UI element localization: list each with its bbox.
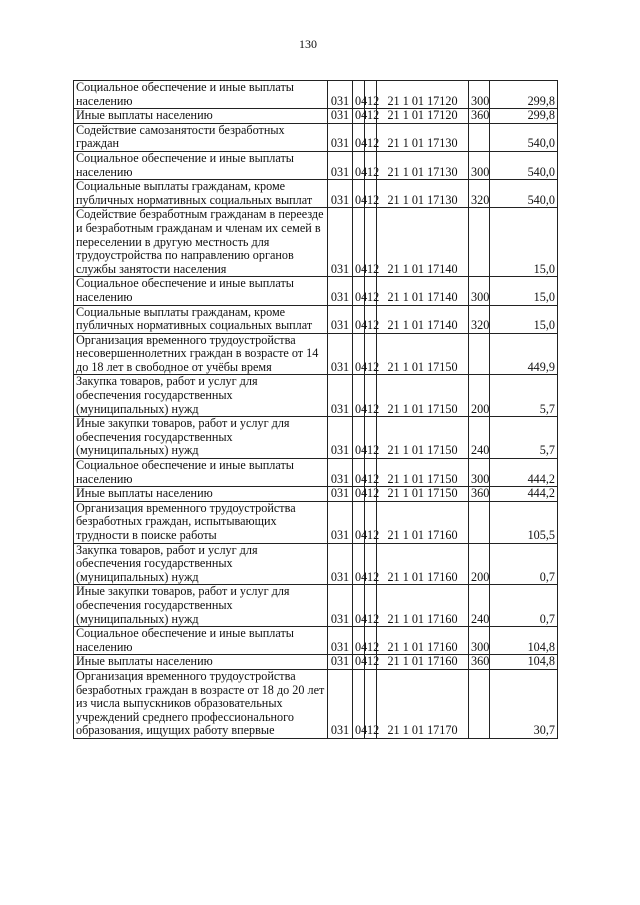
row-section-cell: 04 [353,81,365,109]
row-expense-type-cell [469,501,490,543]
row-subsection-cell: 12 [365,333,377,375]
row-subsection-cell: 12 [365,109,377,124]
row-amount-cell: 444,2 [490,487,558,502]
row-amount-cell: 5,7 [490,375,558,417]
row-expense-type-cell: 300 [469,459,490,487]
row-target-article-cell: 21 1 01 17160 [377,655,469,670]
row-name-cell: Организация временного трудоустройства несовершеннолетних граждан в возрасте от 14 до 18 лет в свободное от учёбы время [74,333,328,375]
row-amount-cell: 0,7 [490,585,558,627]
row-section-cell: 04 [353,180,365,208]
row-name-cell: Иные выплаты населению [74,487,328,502]
table-row [74,277,558,305]
budget-table-body [74,81,558,739]
row-target-article-cell: 21 1 01 17150 [377,417,469,459]
row-target-article-cell: 21 1 01 17130 [377,180,469,208]
row-target-article-cell: 21 1 01 17170 [377,669,469,738]
row-target-article-cell: 21 1 01 17160 [377,543,469,585]
row-name-cell: Содействие безработным гражданам в переезде и безработным гражданам и членам их семей в переселении в другую местность для трудоустройства по направлению органов службы занятости населения [74,208,328,277]
row-amount-cell: 30,7 [490,669,558,738]
row-expense-type-cell: 300 [469,627,490,655]
row-name-cell: Организация временного трудоустройства безработных граждан в возрасте от 18 до 20 лет из числа выпускников образовательных учреждений среднего профессионального образования, ищущих работу впервые [74,669,328,738]
table-row [74,208,558,277]
row-expense-type-cell: 360 [469,487,490,502]
row-target-article-cell: 21 1 01 17120 [377,81,469,109]
table-row [74,81,558,109]
row-subsection-cell: 12 [365,305,377,333]
row-section-cell: 04 [353,375,365,417]
row-amount-cell: 15,0 [490,208,558,277]
row-name-cell: Социальное обеспечение и иные выплаты населению [74,627,328,655]
row-expense-type-cell: 300 [469,151,490,179]
row-section-cell: 04 [353,151,365,179]
row-section-cell: 04 [353,627,365,655]
row-name-cell: Закупка товаров, работ и услуг для обеспечения государственных (муниципальных) нужд [74,375,328,417]
row-amount-cell: 444,2 [490,459,558,487]
row-target-article-cell: 21 1 01 17150 [377,375,469,417]
row-ved-cell: 031 [328,123,353,151]
table-row [74,501,558,543]
row-amount-cell: 105,5 [490,501,558,543]
row-amount-cell: 449,9 [490,333,558,375]
row-section-cell: 04 [353,123,365,151]
row-subsection-cell: 12 [365,655,377,670]
row-section-cell: 04 [353,208,365,277]
row-amount-cell: 540,0 [490,123,558,151]
table-row [74,669,558,738]
table-row [74,305,558,333]
row-ved-cell: 031 [328,585,353,627]
row-section-cell: 04 [353,459,365,487]
table-row [74,543,558,585]
row-ved-cell: 031 [328,277,353,305]
table-row [74,585,558,627]
row-subsection-cell: 12 [365,501,377,543]
row-target-article-cell: 21 1 01 17140 [377,277,469,305]
row-section-cell: 04 [353,417,365,459]
table-row [74,375,558,417]
row-name-cell: Социальные выплаты гражданам, кроме публичных нормативных социальных выплат [74,180,328,208]
row-amount-cell: 5,7 [490,417,558,459]
row-section-cell: 04 [353,109,365,124]
row-amount-cell: 104,8 [490,655,558,670]
row-target-article-cell: 21 1 01 17160 [377,627,469,655]
row-subsection-cell: 12 [365,123,377,151]
row-amount-cell: 0,7 [490,543,558,585]
table-row [74,333,558,375]
row-expense-type-cell: 320 [469,305,490,333]
row-expense-type-cell [469,208,490,277]
row-ved-cell: 031 [328,417,353,459]
row-expense-type-cell: 300 [469,81,490,109]
row-subsection-cell: 12 [365,208,377,277]
row-ved-cell: 031 [328,81,353,109]
row-subsection-cell: 12 [365,375,377,417]
row-section-cell: 04 [353,501,365,543]
row-expense-type-cell: 360 [469,109,490,124]
row-name-cell: Организация временного трудоустройства безработных граждан, испытывающих трудности в поиске работы [74,501,328,543]
table-row [74,417,558,459]
row-target-article-cell: 21 1 01 17160 [377,585,469,627]
row-expense-type-cell: 360 [469,655,490,670]
row-section-cell: 04 [353,305,365,333]
row-section-cell: 04 [353,585,365,627]
row-ved-cell: 031 [328,180,353,208]
row-target-article-cell: 21 1 01 17120 [377,109,469,124]
row-expense-type-cell: 200 [469,375,490,417]
table-row [74,459,558,487]
row-subsection-cell: 12 [365,459,377,487]
row-subsection-cell: 12 [365,151,377,179]
row-expense-type-cell [469,669,490,738]
row-expense-type-cell: 200 [469,543,490,585]
row-amount-cell: 104,8 [490,627,558,655]
row-target-article-cell: 21 1 01 17150 [377,333,469,375]
budget-table [73,80,558,739]
row-name-cell: Содействие самозанятости безработных граждан [74,123,328,151]
row-name-cell: Социальное обеспечение и иные выплаты населению [74,151,328,179]
row-subsection-cell: 12 [365,81,377,109]
row-subsection-cell: 12 [365,417,377,459]
row-ved-cell: 031 [328,627,353,655]
row-ved-cell: 031 [328,543,353,585]
row-target-article-cell: 21 1 01 17130 [377,151,469,179]
row-ved-cell: 031 [328,487,353,502]
row-amount-cell: 15,0 [490,277,558,305]
table-row [74,180,558,208]
row-ved-cell: 031 [328,109,353,124]
table-row [74,109,558,124]
row-name-cell: Социальное обеспечение и иные выплаты населению [74,459,328,487]
row-subsection-cell: 12 [365,627,377,655]
row-amount-cell: 299,8 [490,109,558,124]
table-row [74,151,558,179]
table-row [74,487,558,502]
row-amount-cell: 15,0 [490,305,558,333]
row-expense-type-cell: 240 [469,585,490,627]
row-target-article-cell: 21 1 01 17140 [377,208,469,277]
row-section-cell: 04 [353,333,365,375]
row-expense-type-cell: 320 [469,180,490,208]
row-section-cell: 04 [353,487,365,502]
row-target-article-cell: 21 1 01 17150 [377,459,469,487]
row-target-article-cell: 21 1 01 17140 [377,305,469,333]
row-amount-cell: 540,0 [490,151,558,179]
row-subsection-cell: 12 [365,487,377,502]
row-expense-type-cell [469,123,490,151]
table-row [74,655,558,670]
row-expense-type-cell [469,333,490,375]
row-subsection-cell: 12 [365,543,377,585]
row-name-cell: Иные выплаты населению [74,109,328,124]
row-ved-cell: 031 [328,459,353,487]
row-section-cell: 04 [353,655,365,670]
row-expense-type-cell: 300 [469,277,490,305]
row-section-cell: 04 [353,277,365,305]
row-name-cell: Иные закупки товаров, работ и услуг для обеспечения государственных (муниципальных) нужд [74,585,328,627]
row-amount-cell: 299,8 [490,81,558,109]
row-ved-cell: 031 [328,375,353,417]
row-subsection-cell: 12 [365,669,377,738]
row-ved-cell: 031 [328,655,353,670]
row-name-cell: Иные выплаты населению [74,655,328,670]
page-number: 130 [299,37,317,51]
row-section-cell: 04 [353,543,365,585]
row-ved-cell: 031 [328,669,353,738]
row-name-cell: Социальные выплаты гражданам, кроме публичных нормативных социальных выплат [74,305,328,333]
table-row [74,627,558,655]
row-target-article-cell: 21 1 01 17150 [377,487,469,502]
table-row [74,123,558,151]
row-ved-cell: 031 [328,151,353,179]
row-subsection-cell: 12 [365,585,377,627]
row-subsection-cell: 12 [365,180,377,208]
row-name-cell: Закупка товаров, работ и услуг для обеспечения государственных (муниципальных) нужд [74,543,328,585]
row-ved-cell: 031 [328,333,353,375]
row-expense-type-cell: 240 [469,417,490,459]
row-subsection-cell: 12 [365,277,377,305]
row-ved-cell: 031 [328,305,353,333]
row-target-article-cell: 21 1 01 17160 [377,501,469,543]
row-name-cell: Социальное обеспечение и иные выплаты населению [74,277,328,305]
row-amount-cell: 540,0 [490,180,558,208]
row-name-cell: Иные закупки товаров, работ и услуг для обеспечения государственных (муниципальных) нужд [74,417,328,459]
row-target-article-cell: 21 1 01 17130 [377,123,469,151]
row-name-cell: Социальное обеспечение и иные выплаты населению [74,81,328,109]
row-ved-cell: 031 [328,208,353,277]
row-section-cell: 04 [353,669,365,738]
row-ved-cell: 031 [328,501,353,543]
